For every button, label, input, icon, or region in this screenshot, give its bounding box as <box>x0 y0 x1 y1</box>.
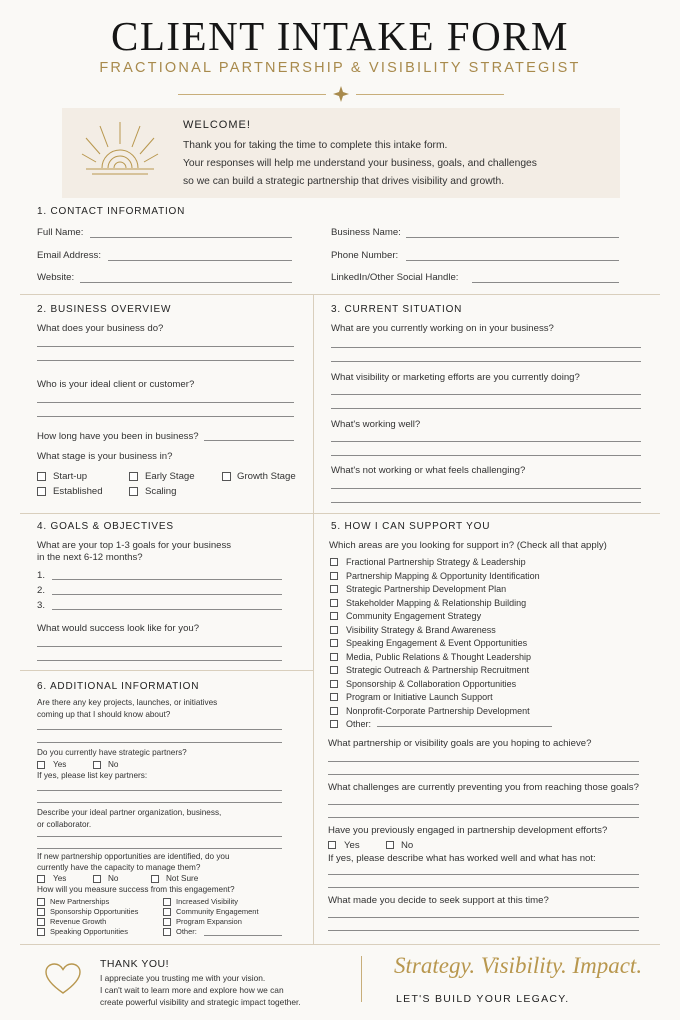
additional-q1-line-2[interactable] <box>37 742 282 743</box>
support-q-decide: What made you decide to seek support at this time? <box>328 895 549 906</box>
support-option-checkbox[interactable] <box>330 707 338 715</box>
support-option-checkbox[interactable] <box>330 693 338 701</box>
support-challenges-line-1[interactable] <box>328 804 639 805</box>
stage-startup-label: Start-up <box>53 471 88 482</box>
business-section-title: 2. BUSINESS OVERVIEW <box>37 304 172 315</box>
stage-early-checkbox[interactable] <box>129 472 138 481</box>
additional-q4-line-a: If new partnership opportunities are identified, do you <box>37 852 230 861</box>
support-section-title: 5. HOW I CAN SUPPORT YOU <box>331 521 491 532</box>
current-q2-line-1[interactable] <box>331 394 641 395</box>
support-option-checkbox[interactable] <box>330 720 338 728</box>
partners-line-1[interactable] <box>37 790 282 791</box>
additional-q5: How will you measure success from this engagement? <box>37 885 235 894</box>
partners-line-2[interactable] <box>37 802 282 803</box>
current-section-title: 3. CURRENT SITUATION <box>331 304 463 315</box>
measure-new-partnerships-checkbox[interactable] <box>37 898 45 906</box>
current-q2-line-2[interactable] <box>331 408 641 409</box>
measure-other-checkbox[interactable] <box>163 928 171 936</box>
footer-divider <box>361 956 362 1002</box>
capacity-no-label: No <box>108 874 119 883</box>
support-option-checkbox[interactable] <box>330 585 338 593</box>
business-q3-line[interactable] <box>204 440 294 441</box>
sunrise-icon <box>78 116 162 182</box>
measure-program-label: Program Expansion <box>176 917 242 926</box>
measure-revenue-checkbox[interactable] <box>37 918 45 926</box>
business-q1-line-1[interactable] <box>37 346 294 347</box>
current-q4-line-1[interactable] <box>331 488 641 489</box>
capacity-not-sure-label: Not Sure <box>166 874 199 883</box>
ideal-partner-line-1[interactable] <box>37 836 282 837</box>
current-q4: What's not working or what feels challenging? <box>331 465 526 476</box>
heart-icon <box>44 962 82 996</box>
goals-q2-line-1[interactable] <box>37 646 282 647</box>
additional-q2: Do you currently have strategic partners? <box>37 748 187 757</box>
support-option-label: Stakeholder Mapping & Relationship Building <box>346 597 527 608</box>
form-subtitle: FRACTIONAL PARTNERSHIP & VISIBILITY STRATEGIST <box>99 60 581 76</box>
current-q1-line-1[interactable] <box>331 347 641 348</box>
capacity-yes-label: Yes <box>53 874 67 883</box>
additional-q3-line-a: Describe your ideal partner organization, business, <box>37 808 222 817</box>
divider-1 <box>20 294 660 295</box>
stage-scaling-label: Scaling <box>145 486 177 497</box>
current-q3-line-2[interactable] <box>331 455 641 456</box>
script-tagline: Strategy. Visibility. Impact. <box>394 953 643 978</box>
measure-new-partnerships-label: New Partnerships <box>50 897 110 906</box>
full-name-label: Full Name: <box>37 227 84 238</box>
ornament-line-right <box>356 94 504 95</box>
support-goals-line-1[interactable] <box>328 761 639 762</box>
goals-section-title: 4. GOALS & OBJECTIVES <box>37 521 174 532</box>
current-q2: What visibility or marketing efforts are you currently doing? <box>331 372 580 383</box>
support-other-field[interactable] <box>377 726 552 727</box>
goal-number-3: 3. <box>37 600 46 611</box>
email-field[interactable] <box>108 260 292 261</box>
business-name-field[interactable] <box>406 237 619 238</box>
column-divider <box>313 294 314 944</box>
measure-speaking-label: Speaking Opportunities <box>50 927 128 936</box>
capacity-not-sure-checkbox[interactable] <box>151 875 159 883</box>
goal-3-field[interactable] <box>52 609 282 610</box>
current-q4-line-2[interactable] <box>331 502 641 503</box>
engaged-no-label: No <box>401 840 414 851</box>
divider-footer <box>20 944 660 945</box>
business-q2: Who is your ideal client or customer? <box>37 379 195 390</box>
email-label: Email Address: <box>37 250 101 261</box>
support-option-checkbox[interactable] <box>330 572 338 580</box>
support-option-checkbox[interactable] <box>330 558 338 566</box>
support-q-describe: If yes, please describe what has worked well and what has not: <box>328 853 596 864</box>
measure-visibility-checkbox[interactable] <box>163 898 171 906</box>
support-option-label: Program or Initiative Launch Support <box>346 692 493 702</box>
support-q-engaged: Have you previously engaged in partnership development efforts? <box>328 825 608 836</box>
goal-number-2: 2. <box>37 585 46 596</box>
form-title: CLIENT INTAKE FORM <box>110 13 569 59</box>
support-option-label: Other: <box>346 719 372 729</box>
support-option-label: Visibility Strategy & Brand Awareness <box>346 624 496 635</box>
current-q1-line-2[interactable] <box>331 361 641 362</box>
additional-q4-line-b: currently have the capacity to manage them? <box>37 863 201 872</box>
support-option-label: Sponsorship & Collaboration Opportunities <box>346 678 517 689</box>
additional-q1-line-b: coming up that I should know about? <box>37 710 171 719</box>
support-decide-line-2[interactable] <box>328 930 639 931</box>
goal-number-1: 1. <box>37 570 46 581</box>
business-q3: How long have you been in business? <box>37 431 199 442</box>
support-describe-line-2[interactable] <box>328 887 639 888</box>
divider-2 <box>20 513 660 514</box>
thank-you-title: THANK YOU! <box>100 958 169 970</box>
support-option-checkbox[interactable] <box>330 599 338 607</box>
website-label: Website: <box>37 272 75 283</box>
business-q2-line-1[interactable] <box>37 402 294 403</box>
support-option-checkbox[interactable] <box>330 680 338 688</box>
goals-q2: What would success look like for you? <box>37 623 200 634</box>
stage-early-label: Early Stage <box>145 471 195 482</box>
support-option-label: Speaking Engagement & Event Opportunities <box>346 638 528 648</box>
goals-q2-line-2[interactable] <box>37 660 282 661</box>
support-q-challenges: What challenges are currently preventing you from reaching those goals? <box>328 782 639 793</box>
welcome-line-1: Thank you for taking the time to complete this intake form. <box>183 140 448 151</box>
measure-community-checkbox[interactable] <box>163 908 171 916</box>
goal-2-field[interactable] <box>52 594 282 595</box>
current-q3-line-1[interactable] <box>331 441 641 442</box>
legacy-tagline: LET'S BUILD YOUR LEGACY. <box>396 993 570 1005</box>
goals-q1-line-b: in the next 6-12 months? <box>37 552 143 563</box>
current-q1: What are you currently working on in your business? <box>331 323 554 334</box>
ideal-partner-line-2[interactable] <box>37 848 282 849</box>
stage-startup-checkbox[interactable] <box>37 472 46 481</box>
engaged-yes-label: Yes <box>344 840 360 851</box>
measure-visibility-label: Increased Visibility <box>176 897 238 906</box>
support-option-checkbox[interactable] <box>330 653 338 661</box>
stage-established-label: Established <box>53 486 103 497</box>
partners-yes-checkbox[interactable] <box>37 761 45 769</box>
business-q4: What stage is your business in? <box>37 451 173 462</box>
capacity-no-checkbox[interactable] <box>93 875 101 883</box>
welcome-title: WELCOME! <box>183 119 251 131</box>
measure-other-field[interactable] <box>204 935 282 936</box>
support-option-label: Nonprofit-Corporate Partnership Development <box>346 705 530 716</box>
measure-sponsorship-checkbox[interactable] <box>37 908 45 916</box>
measure-speaking-checkbox[interactable] <box>37 928 45 936</box>
support-option-label: Media, Public Relations & Thought Leadership <box>346 651 531 662</box>
support-option-label: Community Engagement Strategy <box>346 611 482 621</box>
website-field[interactable] <box>80 282 292 283</box>
measure-program-checkbox[interactable] <box>163 918 171 926</box>
engaged-yes-checkbox[interactable] <box>328 841 336 849</box>
support-option-checkbox[interactable] <box>330 666 338 674</box>
partners-no-label: No <box>108 760 119 769</box>
additional-q2-list: If yes, please list key partners: <box>37 771 148 780</box>
support-option-label: Fractional Partnership Strategy & Leadership <box>346 557 526 567</box>
additional-q1-line-1[interactable] <box>37 729 282 730</box>
business-q1: What does your business do? <box>37 323 164 334</box>
support-q-goals: What partnership or visibility goals are you hoping to achieve? <box>328 738 592 749</box>
measure-community-label: Community Engagement <box>176 907 259 916</box>
measure-sponsorship-label: Sponsorship Opportunities <box>50 907 139 916</box>
welcome-line-3: so we can build a strategic partnership that drives visibility and growth. <box>183 176 505 187</box>
business-q2-line-2[interactable] <box>37 416 294 417</box>
full-name-field[interactable] <box>90 237 292 238</box>
ornament-line-left <box>178 94 326 95</box>
support-option-checkbox[interactable] <box>330 626 338 634</box>
engaged-no-checkbox[interactable] <box>386 841 394 849</box>
business-name-label: Business Name: <box>331 227 401 238</box>
measure-revenue-label: Revenue Growth <box>50 917 107 926</box>
thank-you-line-3: create powerful visibility and strategic impact together. <box>100 997 301 1007</box>
partners-no-checkbox[interactable] <box>93 761 101 769</box>
thank-you-line-1: I appreciate you trusting me with your vision. <box>100 973 266 983</box>
business-q1-line-2[interactable] <box>37 360 294 361</box>
goal-1-field[interactable] <box>52 579 282 580</box>
support-challenges-line-2[interactable] <box>328 817 639 818</box>
support-goals-line-2[interactable] <box>328 774 639 775</box>
support-option-checkbox[interactable] <box>330 639 338 647</box>
support-option-label: Strategic Partnership Development Plan <box>346 584 507 594</box>
additional-q3-line-b: or collaborator. <box>37 820 92 829</box>
capacity-yes-checkbox[interactable] <box>37 875 45 883</box>
support-option-label: Strategic Outreach & Partnership Recruitment <box>346 665 530 675</box>
social-label: LinkedIn/Other Social Handle: <box>331 272 459 283</box>
phone-label: Phone Number: <box>331 250 399 261</box>
social-field[interactable] <box>472 282 619 283</box>
contact-section-title: 1. CONTACT INFORMATION <box>37 206 186 217</box>
support-decide-line-1[interactable] <box>328 917 639 918</box>
additional-q1-line-a: Are there any key projects, launches, or initiatives <box>37 698 218 707</box>
thank-you-line-2: I can't wait to learn more and explore how we can <box>100 985 284 995</box>
support-option-checkbox[interactable] <box>330 612 338 620</box>
stage-growth-label: Growth Stage <box>237 471 296 482</box>
stage-growth-checkbox[interactable] <box>222 472 231 481</box>
support-option-label: Partnership Mapping & Opportunity Identification <box>346 570 540 581</box>
phone-field[interactable] <box>406 260 619 261</box>
stage-scaling-checkbox[interactable] <box>129 487 138 496</box>
diamond-star-icon <box>333 86 349 102</box>
current-q3: What's working well? <box>331 419 421 430</box>
welcome-line-2: Your responses will help me understand your business, goals, and challenges <box>183 158 537 169</box>
measure-other-label: Other: <box>176 927 197 936</box>
additional-section-title: 6. ADDITIONAL INFORMATION <box>37 681 200 692</box>
support-describe-line-1[interactable] <box>328 874 639 875</box>
divider-3 <box>20 670 313 671</box>
support-intro: Which areas are you looking for support in? (Check all that apply) <box>329 540 607 551</box>
partners-yes-label: Yes <box>53 760 67 769</box>
stage-established-checkbox[interactable] <box>37 487 46 496</box>
goals-q1-line-a: What are your top 1-3 goals for your business <box>37 540 232 551</box>
